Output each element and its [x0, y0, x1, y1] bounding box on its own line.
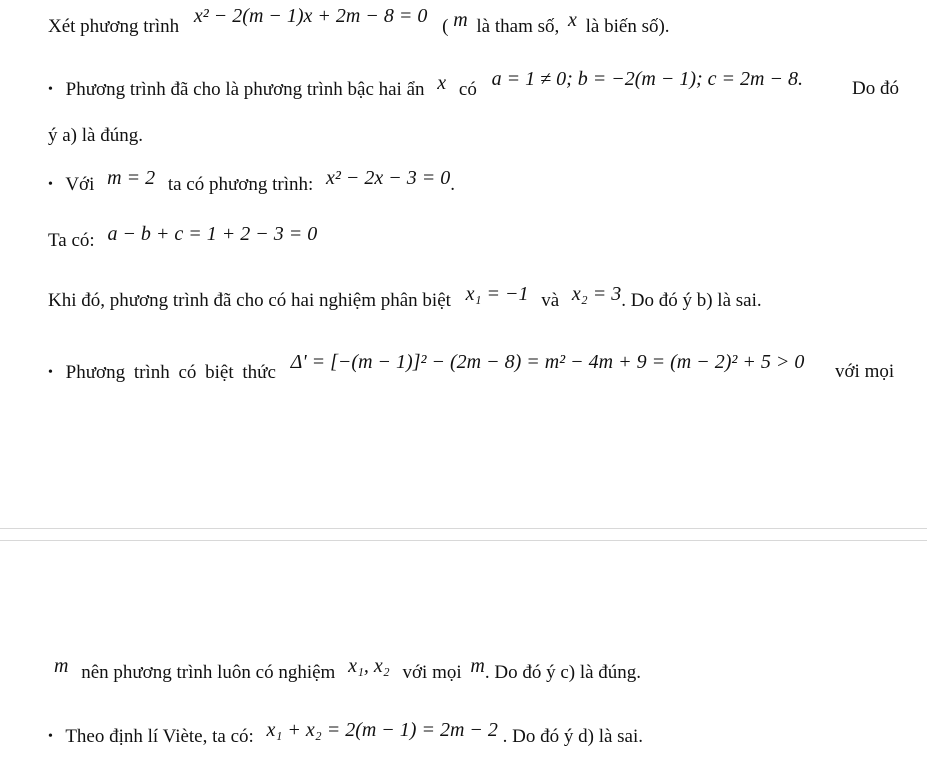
equation-substituted: x² − 2x − 3 = 0	[326, 167, 451, 189]
paragraph-b-intro	[48, 167, 455, 199]
para-d-text: Theo định lí Viète, ta có:	[65, 726, 254, 747]
var-m: m	[54, 655, 69, 677]
equation-check: a − b + c = 1 + 2 − 3 = 0	[107, 223, 318, 245]
var-x: x	[568, 9, 577, 31]
para-c-text: nên phương trình luôn có nghiệm	[81, 662, 336, 683]
roots-conclusion: . Do đó ý b) là sai.	[621, 290, 762, 311]
intro-var-text: là biến số).	[585, 16, 670, 37]
para-a-text: Phương trình đã cho là phương trình bậc hai ẩn	[65, 79, 425, 100]
roots-va: và	[541, 290, 560, 311]
var-x: x	[437, 72, 447, 94]
para-d-conclusion: . Do đó ý d) là sai.	[502, 726, 644, 747]
para-b-voi: Với	[65, 174, 95, 195]
equation-main: x² − 2(m − 1)x + 2m − 8 = 0	[193, 5, 428, 27]
check-text: Ta có:	[48, 230, 95, 251]
roots-text: Khi đó, phương trình đã cho có hai nghiệm phân biệt	[48, 290, 451, 311]
equation-coefficients: a = 1 ≠ 0; b = −2(m − 1); c = 2m − 8.	[491, 68, 803, 90]
intro-text: Xét phương trình	[48, 16, 180, 37]
paragraph-check	[48, 223, 318, 253]
para-c-voi-moi: với mọi	[402, 662, 462, 683]
page-separator	[0, 528, 927, 541]
intro-paren: (	[442, 16, 449, 37]
equation-viete: x₁ + x₂ = 2(m − 1) = 2m − 2	[266, 719, 498, 741]
para-c-conclusion: . Do đó ý c) là đúng.	[484, 662, 642, 683]
equation-roots-pair: x₁, x₂	[348, 655, 390, 677]
discriminant-text: Phương trình có biệt thức	[65, 362, 276, 383]
bullet: •	[48, 729, 53, 744]
bullet: •	[48, 365, 53, 380]
para-a-conclusion: ý a) là đúng.	[48, 125, 143, 146]
paragraph-intro	[48, 5, 670, 39]
var-m: m	[453, 9, 468, 31]
equation-root-2: x₂ = 3	[571, 283, 622, 305]
bullet: •	[48, 177, 53, 192]
para-b-period: .	[450, 174, 455, 195]
paragraph-a	[48, 68, 803, 104]
var-m: m	[470, 655, 485, 677]
paragraph-d	[48, 719, 644, 751]
intro-param-text: là tham số,	[476, 16, 560, 37]
equation-root-1: x₁ = −1	[465, 283, 529, 305]
paragraph-discriminant	[48, 351, 805, 387]
para-a-do-do: Do đó	[852, 78, 899, 99]
paragraph-roots	[48, 283, 762, 313]
paragraph-c	[54, 655, 642, 685]
para-b-text: ta có phương trình:	[167, 174, 314, 195]
para-a-co: có	[458, 79, 477, 100]
bullet: •	[48, 82, 53, 97]
equation-m-equals-2: m = 2	[107, 167, 156, 189]
equation-discriminant: Δ' = [−(m − 1)]² − (2m − 8) = m² − 4m + 9 = (m − 2)² + 5 > 0	[290, 351, 805, 373]
discriminant-voi-moi: với mọi	[835, 361, 895, 382]
